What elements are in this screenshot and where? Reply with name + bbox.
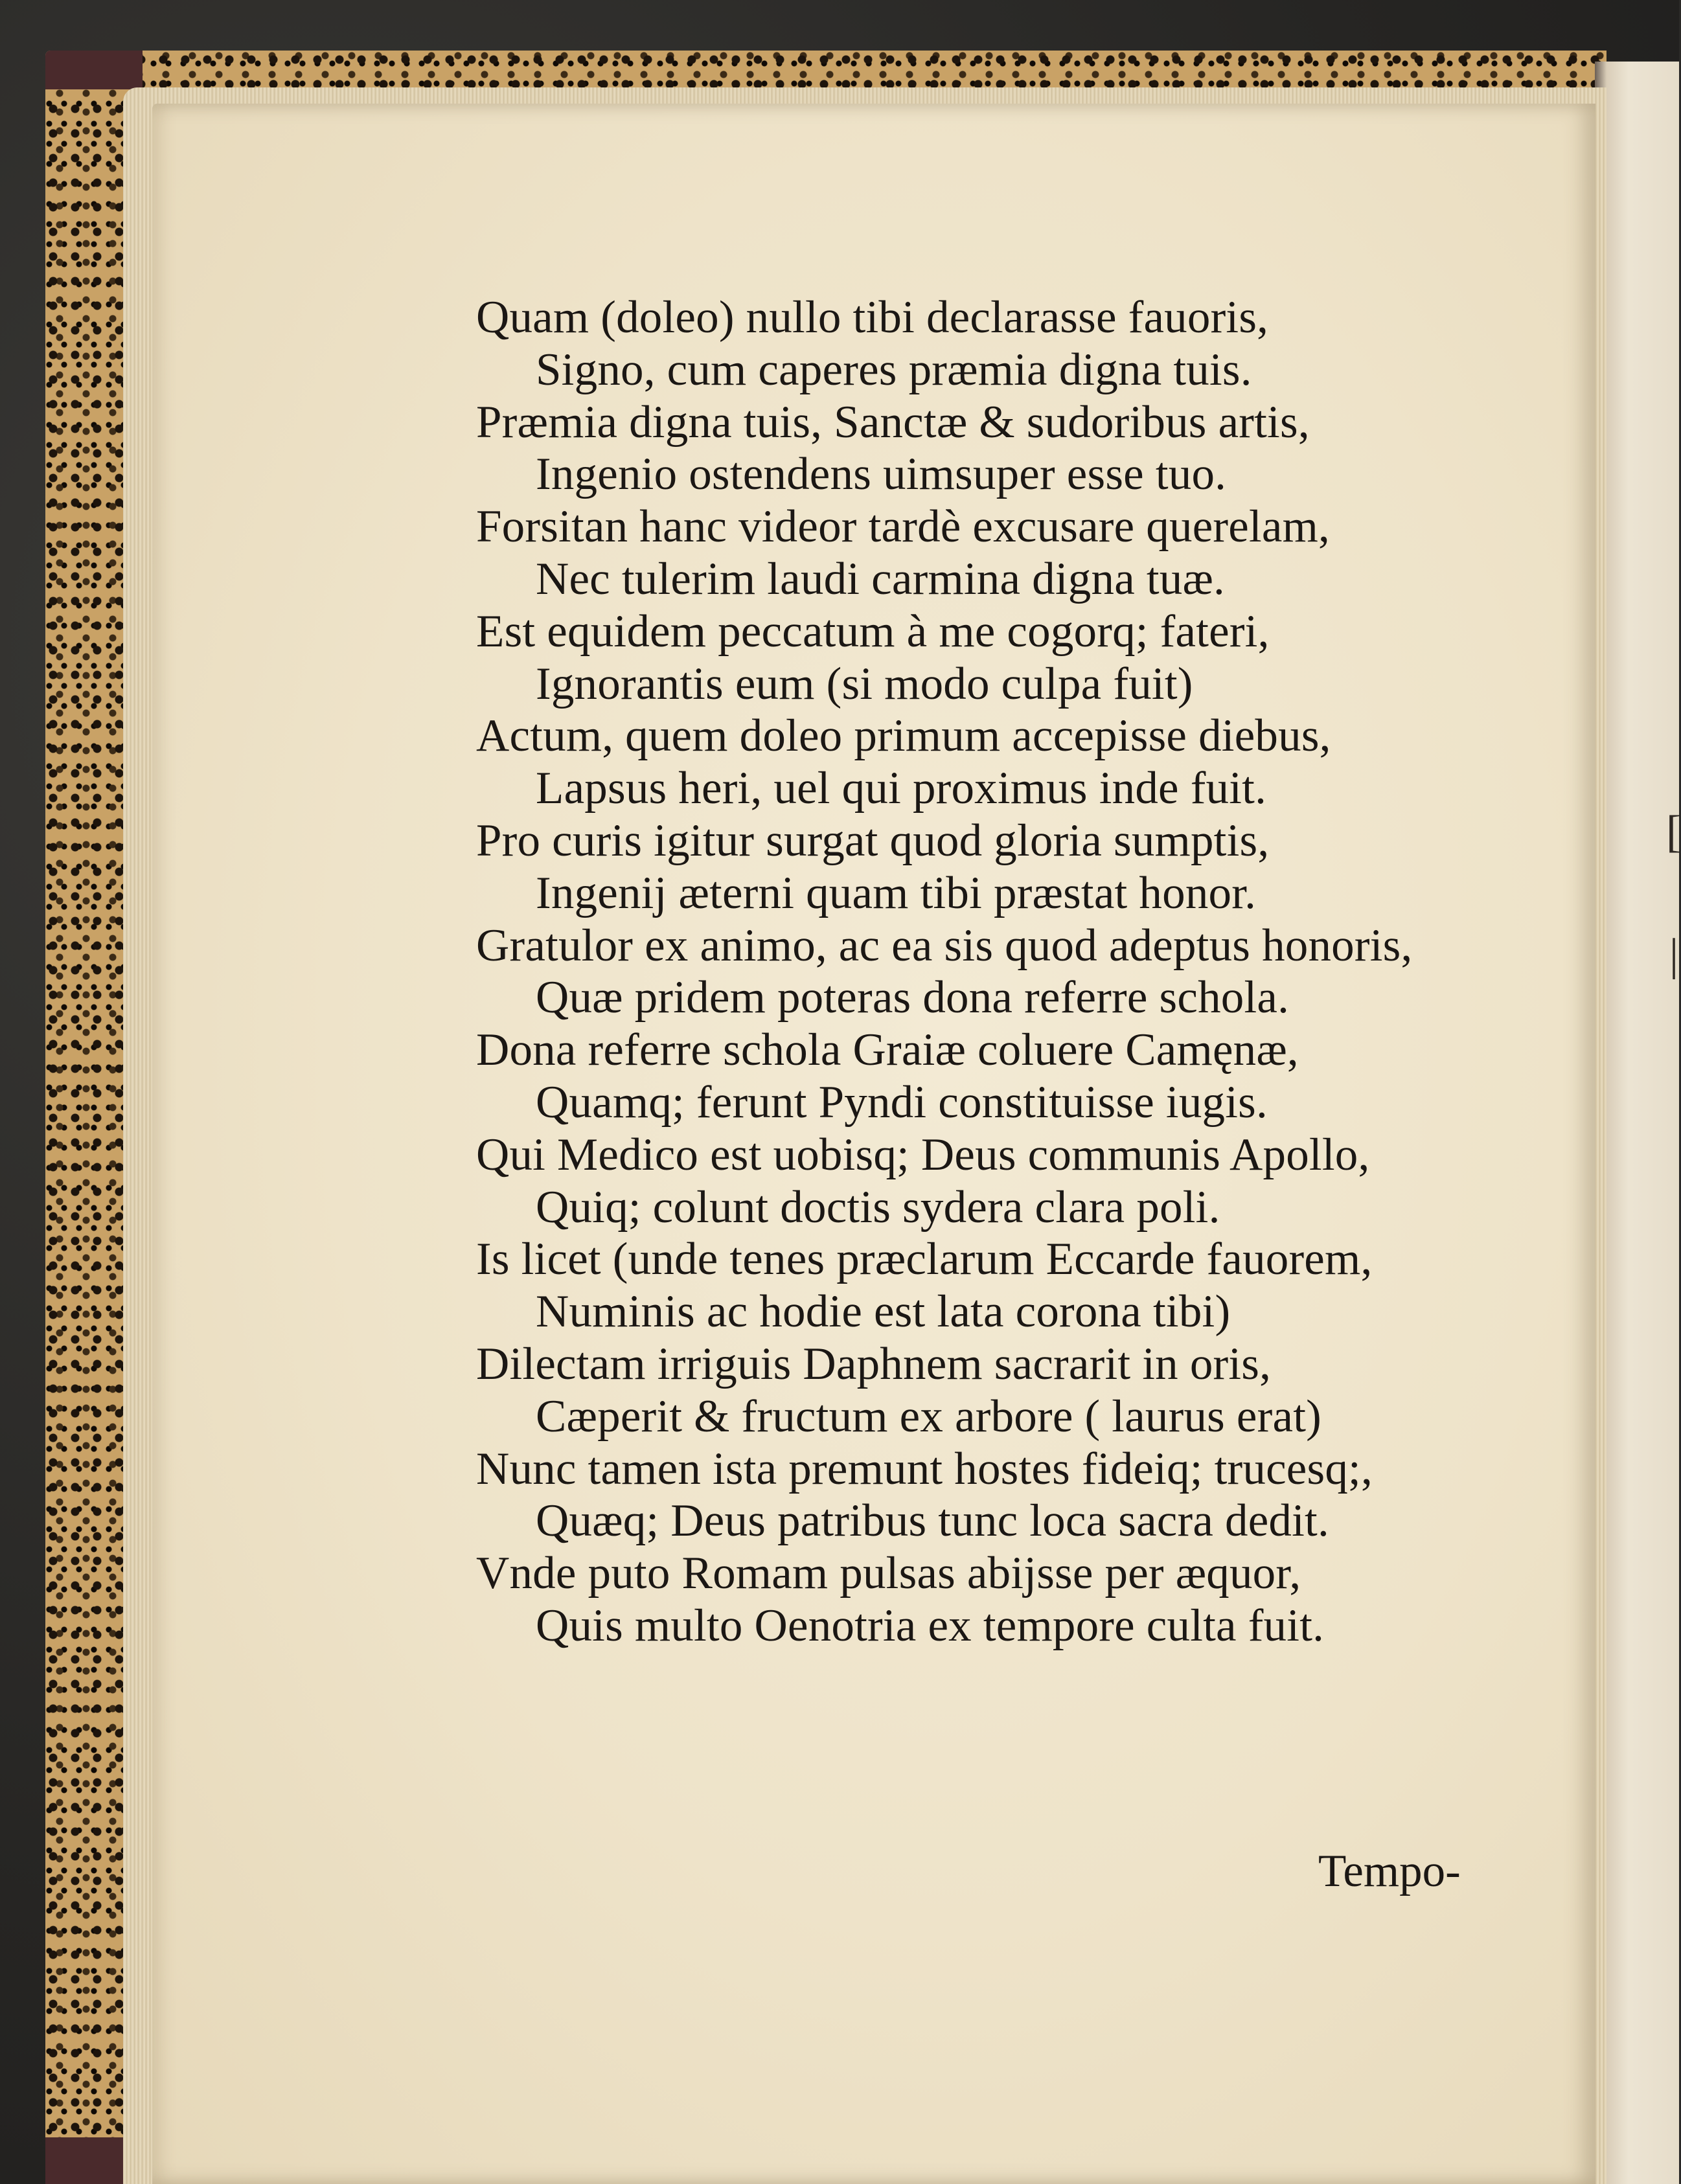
verse-line: Gratulor ex animo, ac ea sis quod adeptus honoris, bbox=[476, 920, 1413, 971]
verse-line: Quæq; Deus patribus tunc loca sacra dedit. bbox=[536, 1496, 1329, 1547]
verse-line: Nunc tamen ista premunt hostes fideiq; trucesq;, bbox=[476, 1443, 1373, 1494]
verse-line: Ingenio ostendens uimsuper esse tuo. bbox=[536, 449, 1227, 500]
verse-line: Est equidem peccatum à me cogorq; fateri, bbox=[476, 606, 1270, 657]
verse-block bbox=[476, 291, 1474, 1652]
verse-line: Præmia digna tuis, Sanctæ & sudoribus artis, bbox=[476, 396, 1310, 448]
verse-line: Quam (doleo) nullo tibi declarasse fauoris, bbox=[476, 292, 1269, 343]
verse-line: Cæperit & fructum ex arbore ( laurus erat) bbox=[536, 1391, 1321, 1442]
facing-page-mark: | bbox=[1669, 930, 1679, 980]
verse-line: Pro curis igitur surgat quod gloria sumptis, bbox=[476, 815, 1270, 866]
verse-line: Forsitan hanc videor tardè excusare querelam, bbox=[476, 501, 1330, 552]
facing-page-edge bbox=[1595, 62, 1679, 2184]
verse-line: Quiq; colunt doctis sydera clara poli. bbox=[536, 1181, 1220, 1233]
verse-line: Vnde puto Romam pulsas abijsse per æquor, bbox=[476, 1548, 1301, 1599]
verse-line: Lapsus heri, uel qui proximus inde fuit. bbox=[536, 763, 1267, 814]
verse-line: Ingenij æterni quam tibi præstat honor. bbox=[536, 867, 1257, 918]
verse-line: Nec tulerim laudi carmina digna tuæ. bbox=[536, 553, 1225, 604]
verse-line: Dilectam irriguis Daphnem sacrarit in oris, bbox=[476, 1338, 1272, 1389]
verse-line: Quis multo Oenotria ex tempore culta fuit. bbox=[536, 1600, 1325, 1651]
verse-line: Actum, quem doleo primum accepisse diebus, bbox=[476, 711, 1331, 762]
verse-line: Numinis ac hodie est lata corona tibi) bbox=[536, 1286, 1231, 1337]
verse-line: Is licet (unde tenes præclarum Eccarde fauorem, bbox=[476, 1234, 1373, 1285]
verse-line: Signo, cum caperes præmia digna tuis. bbox=[536, 344, 1252, 395]
facing-page-mark: [ bbox=[1666, 807, 1681, 857]
verse-line: Qui Medico est uobisq; Deus communis Apollo, bbox=[476, 1129, 1370, 1180]
cover-corner-top bbox=[45, 51, 143, 89]
verse-line: Ignorantis eum (si modo culpa fuit) bbox=[536, 658, 1193, 709]
catchword: Tempo- bbox=[1318, 1846, 1461, 1896]
verse-line: Quamq; ferunt Pyndi constituisse iugis. bbox=[536, 1076, 1268, 1128]
cover-corner-bottom bbox=[45, 2137, 123, 2184]
verse-line: Quæ pridem poteras dona referre schola. bbox=[536, 972, 1290, 1023]
verse-line: Dona referre schola Graiæ coluere Camęnæ, bbox=[476, 1025, 1299, 1076]
